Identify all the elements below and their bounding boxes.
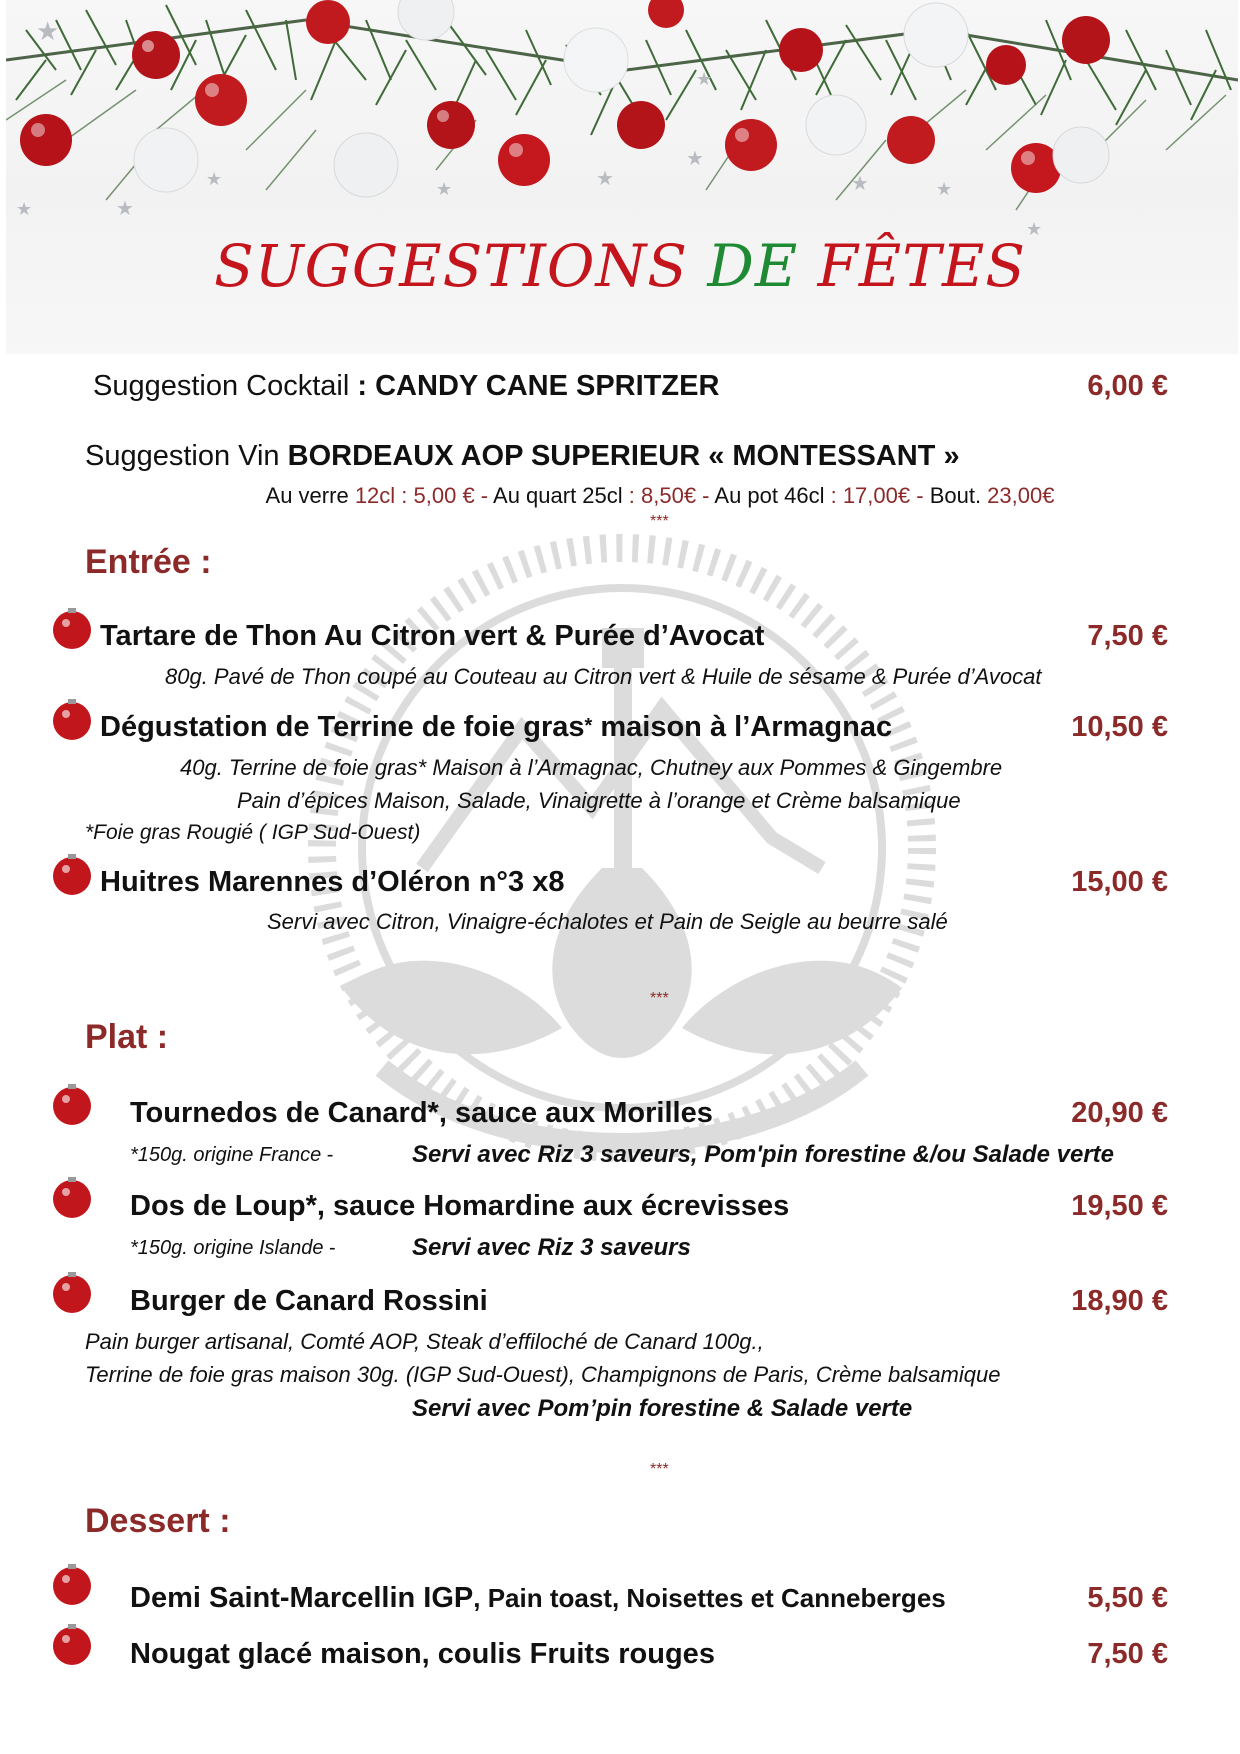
dessert-heading: Dessert : bbox=[85, 1502, 231, 1540]
bauble-icon bbox=[50, 697, 94, 741]
svg-text:★: ★ bbox=[116, 196, 134, 220]
wine-prices bbox=[0, 483, 1240, 509]
title-part-3: FÊTES bbox=[817, 232, 1027, 300]
entree-item-2-price: 10,50 € bbox=[1071, 711, 1168, 743]
separator-stars: *** bbox=[650, 513, 669, 530]
entree-item-2-name-b: maison à l’Armagnac bbox=[592, 711, 893, 743]
plat-item-3-desc-2: Terrine de foie gras maison 30g. (IGP Sud-Ouest), Champignons de Paris, Crème balsamique bbox=[85, 1362, 1001, 1387]
plat-item-3-name: Burger de Canard Rossini bbox=[130, 1285, 488, 1317]
plat-item-2-origin bbox=[130, 1237, 336, 1260]
svg-text:★: ★ bbox=[1026, 219, 1043, 240]
entree-item-2-desc-2: Pain d’épices Maison, Salade, Vinaigrette à l’orange et Crème balsamique bbox=[237, 788, 961, 813]
plat-item-1-price: 20,90 € bbox=[1071, 1097, 1168, 1129]
plat-item-1-serve: Servi avec Riz 3 saveurs, Pom'pin forestine &/ou Salade verte bbox=[412, 1141, 1114, 1168]
dessert-item-1-price: 5,50 € bbox=[1087, 1582, 1168, 1614]
dessert-item-1-sub: , Pain toast, Noisettes et Canneberges bbox=[473, 1583, 946, 1613]
plat-item-3-price: 18,90 € bbox=[1071, 1285, 1168, 1317]
wine-sep-3: - bbox=[910, 483, 930, 508]
svg-text:★: ★ bbox=[936, 179, 953, 200]
svg-text:★: ★ bbox=[596, 166, 614, 190]
wine-quart-price: : 8,50€ bbox=[622, 483, 697, 508]
cocktail-label: Suggestion Cocktail bbox=[93, 370, 350, 402]
plat-item-1-origin-text: *150g. origine France bbox=[130, 1144, 322, 1166]
entree-item-3-name: Huitres Marennes d’Oléron n°3 x8 bbox=[100, 866, 565, 898]
entree-item-3-desc: Servi avec Citron, Vinaigre-échalotes et Pain de Seigle au beurre salé bbox=[267, 909, 948, 934]
wine-sep-1: - bbox=[474, 483, 494, 508]
wine-verre-label: Au verre bbox=[265, 483, 349, 508]
cocktail-separator: : bbox=[349, 370, 376, 402]
plat-heading: Plat : bbox=[85, 1018, 169, 1056]
svg-text:★: ★ bbox=[686, 146, 704, 170]
plat-item-1-name: Tournedos de Canard*, sauce aux Morilles bbox=[130, 1097, 713, 1129]
entree-item-2-name-a: Dégustation de Terrine de foie gras bbox=[100, 711, 585, 743]
cocktail-name: CANDY CANE SPRITZER bbox=[375, 370, 720, 402]
wine-quart-label: Au quart 25cl bbox=[493, 483, 623, 508]
entree-item-1-price: 7,50 € bbox=[1087, 620, 1168, 652]
dessert-item-1-name bbox=[130, 1582, 946, 1615]
bauble-icon bbox=[50, 1622, 94, 1666]
cocktail-price: 6,00 € bbox=[1087, 370, 1168, 402]
plat-item-3-desc-1: Pain burger artisanal, Comté AOP, Steak d’effiloché de Canard 100g., bbox=[85, 1329, 764, 1354]
wine-verre-price: 12cl : 5,00 € bbox=[354, 483, 475, 508]
svg-text:★: ★ bbox=[206, 169, 223, 190]
dessert-item-1-name-text: Demi Saint-Marcellin IGP bbox=[130, 1582, 474, 1614]
entree-item-3-price: 15,00 € bbox=[1071, 866, 1168, 898]
plat-item-2-origin-text: *150g. origine Islande bbox=[130, 1237, 324, 1259]
fir-branches-icon bbox=[6, 0, 1238, 354]
bauble-icon bbox=[50, 1082, 94, 1126]
plat-item-2-price: 19,50 € bbox=[1071, 1190, 1168, 1222]
separator-stars: *** bbox=[650, 990, 669, 1007]
plat-item-3-serve: Servi avec Pom’pin forestine & Salade verte bbox=[412, 1395, 913, 1422]
wine-bout-price: 23,00€ bbox=[981, 483, 1055, 508]
entree-item-2-name bbox=[100, 711, 892, 744]
plat-item-1-origin bbox=[130, 1144, 333, 1167]
entree-item-2-note: *Foie gras Rougié ( IGP Sud-Ouest) bbox=[85, 821, 421, 844]
entree-item-1-desc: 80g. Pavé de Thon coupé au Couteau au Citron vert & Huile de sésame & Purée d’Avocat bbox=[165, 664, 1042, 689]
plat-item-2-name: Dos de Loup*, sauce Homardine aux écrevisses bbox=[130, 1190, 790, 1222]
cocktail-line bbox=[93, 370, 719, 403]
entree-item-2-star: * bbox=[584, 715, 593, 737]
bauble-icon bbox=[50, 1175, 94, 1219]
entree-item-2-desc-1: 40g. Terrine de foie gras* Maison à l’Armagnac, Chutney aux Pommes & Gingembre bbox=[180, 755, 1003, 780]
christmas-banner bbox=[6, 0, 1238, 354]
svg-text:★: ★ bbox=[36, 17, 60, 47]
wine-sep-2: - bbox=[696, 483, 715, 508]
wine-pot-price: : 17,00€ bbox=[824, 483, 911, 508]
dessert-item-2-name: Nougat glacé maison, coulis Fruits rouges bbox=[130, 1638, 715, 1670]
svg-text:★: ★ bbox=[436, 179, 453, 200]
entree-heading: Entrée : bbox=[85, 543, 212, 581]
wine-bout-label: Bout. bbox=[929, 483, 982, 508]
svg-text:★: ★ bbox=[851, 171, 869, 195]
wine-label: Suggestion Vin bbox=[85, 440, 280, 472]
title-part-1: SUGGESTIONS bbox=[213, 232, 688, 300]
title-part-2: DE bbox=[707, 232, 799, 300]
page-title bbox=[0, 232, 1240, 300]
plat-item-2-dash: - bbox=[323, 1237, 336, 1259]
bauble-icon bbox=[50, 1562, 94, 1606]
entree-item-1-name: Tartare de Thon Au Citron vert & Purée d’Avocat bbox=[100, 620, 765, 652]
plat-item-1-dash: - bbox=[321, 1144, 334, 1166]
bauble-icon bbox=[50, 852, 94, 896]
plat-item-2-serve: Servi avec Riz 3 saveurs bbox=[412, 1234, 691, 1261]
bauble-icon bbox=[50, 606, 94, 650]
svg-text:★: ★ bbox=[16, 199, 33, 220]
svg-text:★: ★ bbox=[696, 69, 713, 90]
wine-name: BORDEAUX AOP SUPERIEUR « MONTESSANT » bbox=[287, 440, 960, 472]
wine-pot-label: Au pot 46cl bbox=[714, 483, 825, 508]
bauble-icon bbox=[50, 1270, 94, 1314]
wine-line bbox=[85, 440, 960, 473]
dessert-item-2-price: 7,50 € bbox=[1087, 1638, 1168, 1670]
separator-stars: *** bbox=[650, 1461, 669, 1478]
